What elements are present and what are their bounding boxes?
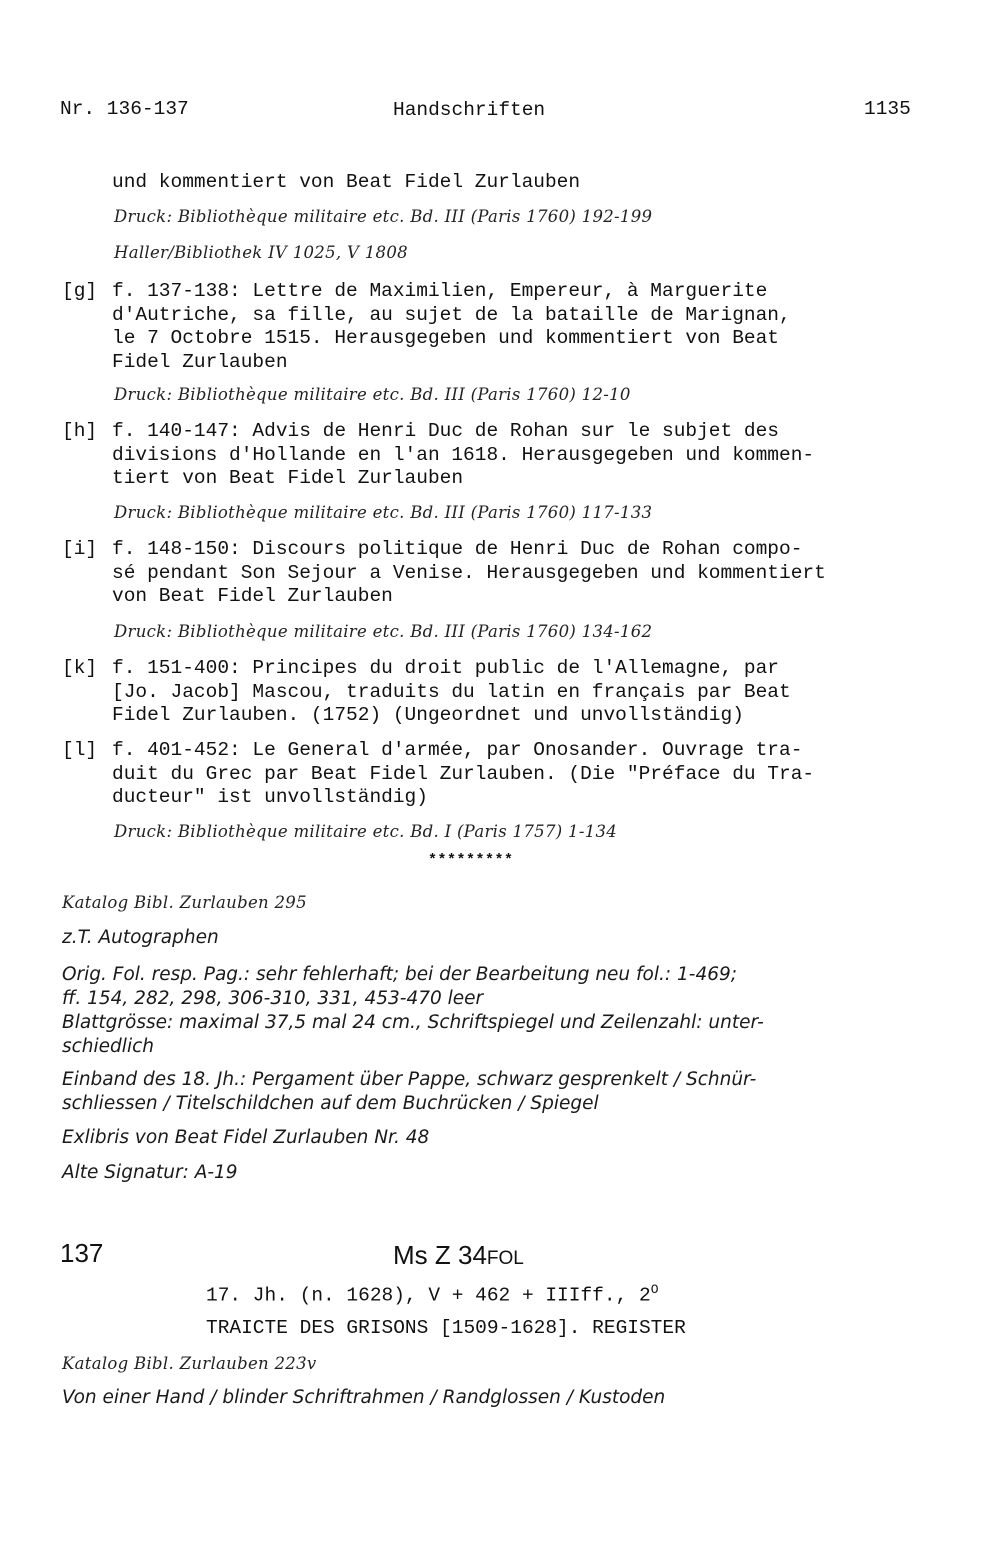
- note-line: schliessen / Titelschildchen auf dem Buchrücken / Spiegel: [62, 1093, 599, 1114]
- entry-line: Fidel Zurlauben. (1752) (Ungeordnet und unvollständig): [112, 704, 744, 726]
- note-line: Blattgrösse: maximal 37,5 mal 24 cm., Schriftspiegel und Zeilenzahl: unter-: [62, 1012, 764, 1033]
- katalog-reference: Katalog Bibl. Zurlauben 295: [62, 893, 307, 912]
- dating-text: 17. Jh. (n. 1628), V + 462 + IIIff., 2: [206, 1284, 651, 1307]
- haller-reference: Haller/Bibliothek IV 1025, V 1808: [114, 243, 408, 262]
- entry-line: f. 151-400: Principes du droit public de l'Allemagne, par: [112, 657, 780, 679]
- entry-line: f. 401-452: Le General d'armée, par Onosander. Ouvrage tra-: [112, 739, 803, 761]
- hand-description: Von einer Hand / blinder Schriftrahmen / Randglossen / Kustoden: [62, 1387, 666, 1408]
- shelfmark-main: Ms Z 34: [393, 1240, 487, 1270]
- entry-line: f. 148-150: Discours politique de Henri Duc de Rohan compo-: [112, 538, 803, 560]
- entry-line: von Beat Fidel Zurlauben: [112, 585, 393, 607]
- blattgroesse-note: [62, 1011, 764, 1059]
- druck-reference: Druck: Bibliothèque militaire etc. Bd. III (Paris 1760) 192-199: [114, 207, 653, 226]
- entry-label-h: [h]: [62, 420, 98, 442]
- druck-reference-g: Druck: Bibliothèque militaire etc. Bd. III (Paris 1760) 12-10: [114, 385, 631, 404]
- header-range: Nr. 136-137: [60, 98, 189, 120]
- einband-note: [62, 1068, 756, 1116]
- entry-number: 137: [60, 1238, 104, 1268]
- entry-line: duit du Grec par Beat Fidel Zurlauben. (Die "Préface du Tra-: [112, 762, 815, 785]
- druck-reference-h: Druck: Bibliothèque militaire etc. Bd. III (Paris 1760) 117-133: [114, 503, 653, 522]
- entry-line: f. 137-138: Lettre de Maximilien, Empereur, à Marguerite: [112, 280, 768, 302]
- entry-line: d'Autriche, sa fille, au sujet de la bataille de Marignan,: [112, 303, 791, 326]
- signatur-note: Alte Signatur: A-19: [62, 1162, 238, 1183]
- separator-asterisks: *********: [428, 852, 514, 869]
- note-line: Orig. Fol. resp. Pag.: sehr fehlerhaft; bei der Bearbeitung neu fol.: 1-469;: [62, 964, 737, 985]
- entry-label-l: [l]: [62, 739, 98, 761]
- exlibris-note: Exlibris von Beat Fidel Zurlauben Nr. 48: [62, 1127, 430, 1148]
- entry-label-i: [i]: [62, 538, 98, 560]
- entry-line: Fidel Zurlauben: [112, 350, 288, 373]
- katalog-reference-137: Katalog Bibl. Zurlauben 223v: [62, 1354, 317, 1373]
- note-line: ff. 154, 282, 298, 306-310, 331, 453-470 leer: [62, 988, 484, 1009]
- shelfmark: [393, 1240, 524, 1271]
- entry-label-g: [g]: [62, 280, 98, 302]
- entry-line: ducteur" ist unvollständig): [112, 786, 428, 808]
- foliation-note: [62, 963, 737, 1011]
- dating-line: [206, 1282, 659, 1307]
- entry-text-g: [112, 280, 791, 374]
- continuation-line: und kommentiert von Beat Fidel Zurlauben: [112, 171, 581, 193]
- manuscript-title: TRAICTE DES GRISONS [1509-1628]. REGISTER: [206, 1317, 686, 1339]
- entry-line: f. 140-147: Advis de Henri Duc de Rohan sur le subjet des: [112, 420, 780, 442]
- page-number: 1135: [864, 98, 911, 120]
- entry-text-l: [112, 739, 814, 810]
- druck-reference-l: Druck: Bibliothèque militaire etc. Bd. I (Paris 1757) 1-134: [114, 822, 618, 841]
- note-line: Einband des 18. Jh.: Pergament über Pappe, schwarz gesprenkelt / Schnür-: [62, 1069, 757, 1090]
- entry-text-h: [112, 420, 814, 491]
- entry-line: tiert von Beat Fidel Zurlauben: [112, 467, 464, 489]
- entry-line: divisions d'Hollande en l'an 1618. Herausgegeben und kommen-: [112, 443, 815, 466]
- autographen-note: z.T. Autographen: [62, 927, 219, 948]
- note-line: schiedlich: [62, 1036, 154, 1057]
- shelfmark-suffix: FOL: [486, 1248, 524, 1269]
- druck-reference-i: Druck: Bibliothèque militaire etc. Bd. III (Paris 1760) 134-162: [114, 622, 653, 641]
- entry-label-k: [k]: [62, 657, 98, 679]
- entry-text-i: [112, 538, 826, 609]
- header-title: Handschriften: [393, 99, 546, 121]
- entry-line: sé pendant Son Sejour a Venise. Herausgegeben und kommentiert: [112, 561, 826, 584]
- format-superscript: O: [650, 1282, 659, 1297]
- entry-text-k: [112, 657, 791, 728]
- entry-line: [Jo. Jacob] Mascou, traduits du latin en français par Beat: [112, 680, 791, 703]
- entry-line: le 7 Octobre 1515. Herausgegeben und kommentiert von Beat: [112, 327, 780, 349]
